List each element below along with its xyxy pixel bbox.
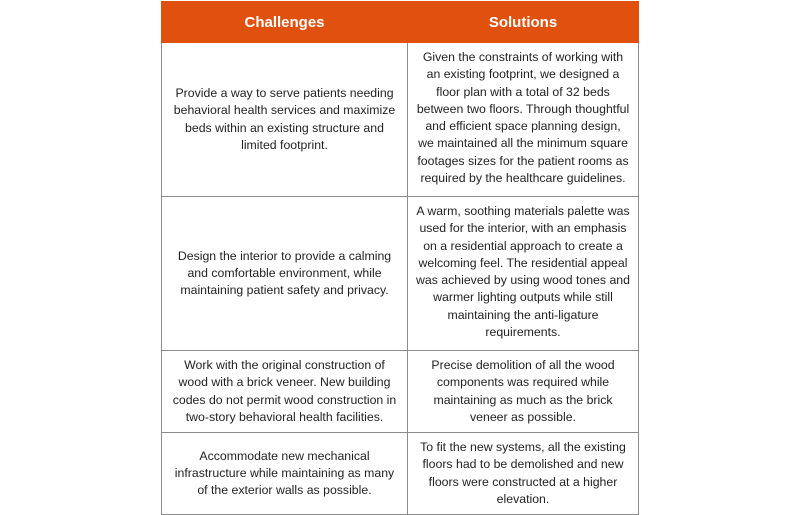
challenges-solutions-table — [161, 1, 639, 515]
table-row — [162, 197, 639, 351]
challenge-cell: Accommodate new mechanical infrastructure while maintaining as many of the exterior walls as possible. — [162, 433, 408, 515]
challenge-cell: Work with the original construction of wood with a brick veneer. New building codes do not permit wood construction in two-story behavioral health facilities. — [162, 351, 408, 433]
solution-cell: Precise demolition of all the wood components was required while maintaining as much as the brick veneer as possible. — [408, 351, 639, 433]
challenges-header: Challenges — [162, 2, 408, 43]
table-header-row — [162, 2, 639, 43]
solutions-header: Solutions — [408, 2, 639, 43]
solution-cell: A warm, soothing materials palette was used for the interior, with an emphasis on a residential approach to create a welcoming feel. The residential appeal was achieved by using wood tones and warmer lighting outputs while still maintaining the anti-ligature requirements. — [408, 197, 639, 351]
solution-cell: To fit the new systems, all the existing floors had to be demolished and new floors were constructed at a higher elevation. — [408, 433, 639, 515]
table-row — [162, 351, 639, 433]
solution-cell: Given the constraints of working with an existing footprint, we designed a floor plan with a total of 32 beds between two floors. Through thoughtful and efficient space planning design, we maintained all the minimum square footages sizes for the patient rooms as required by the healthcare guidelines. — [408, 43, 639, 197]
challenge-cell: Design the interior to provide a calming and comfortable environment, while maintaining patient safety and privacy. — [162, 197, 408, 351]
challenge-cell: Provide a way to serve patients needing behavioral health services and maximize beds within an existing structure and limited footprint. — [162, 43, 408, 197]
table-row — [162, 433, 639, 515]
table-row — [162, 43, 639, 197]
